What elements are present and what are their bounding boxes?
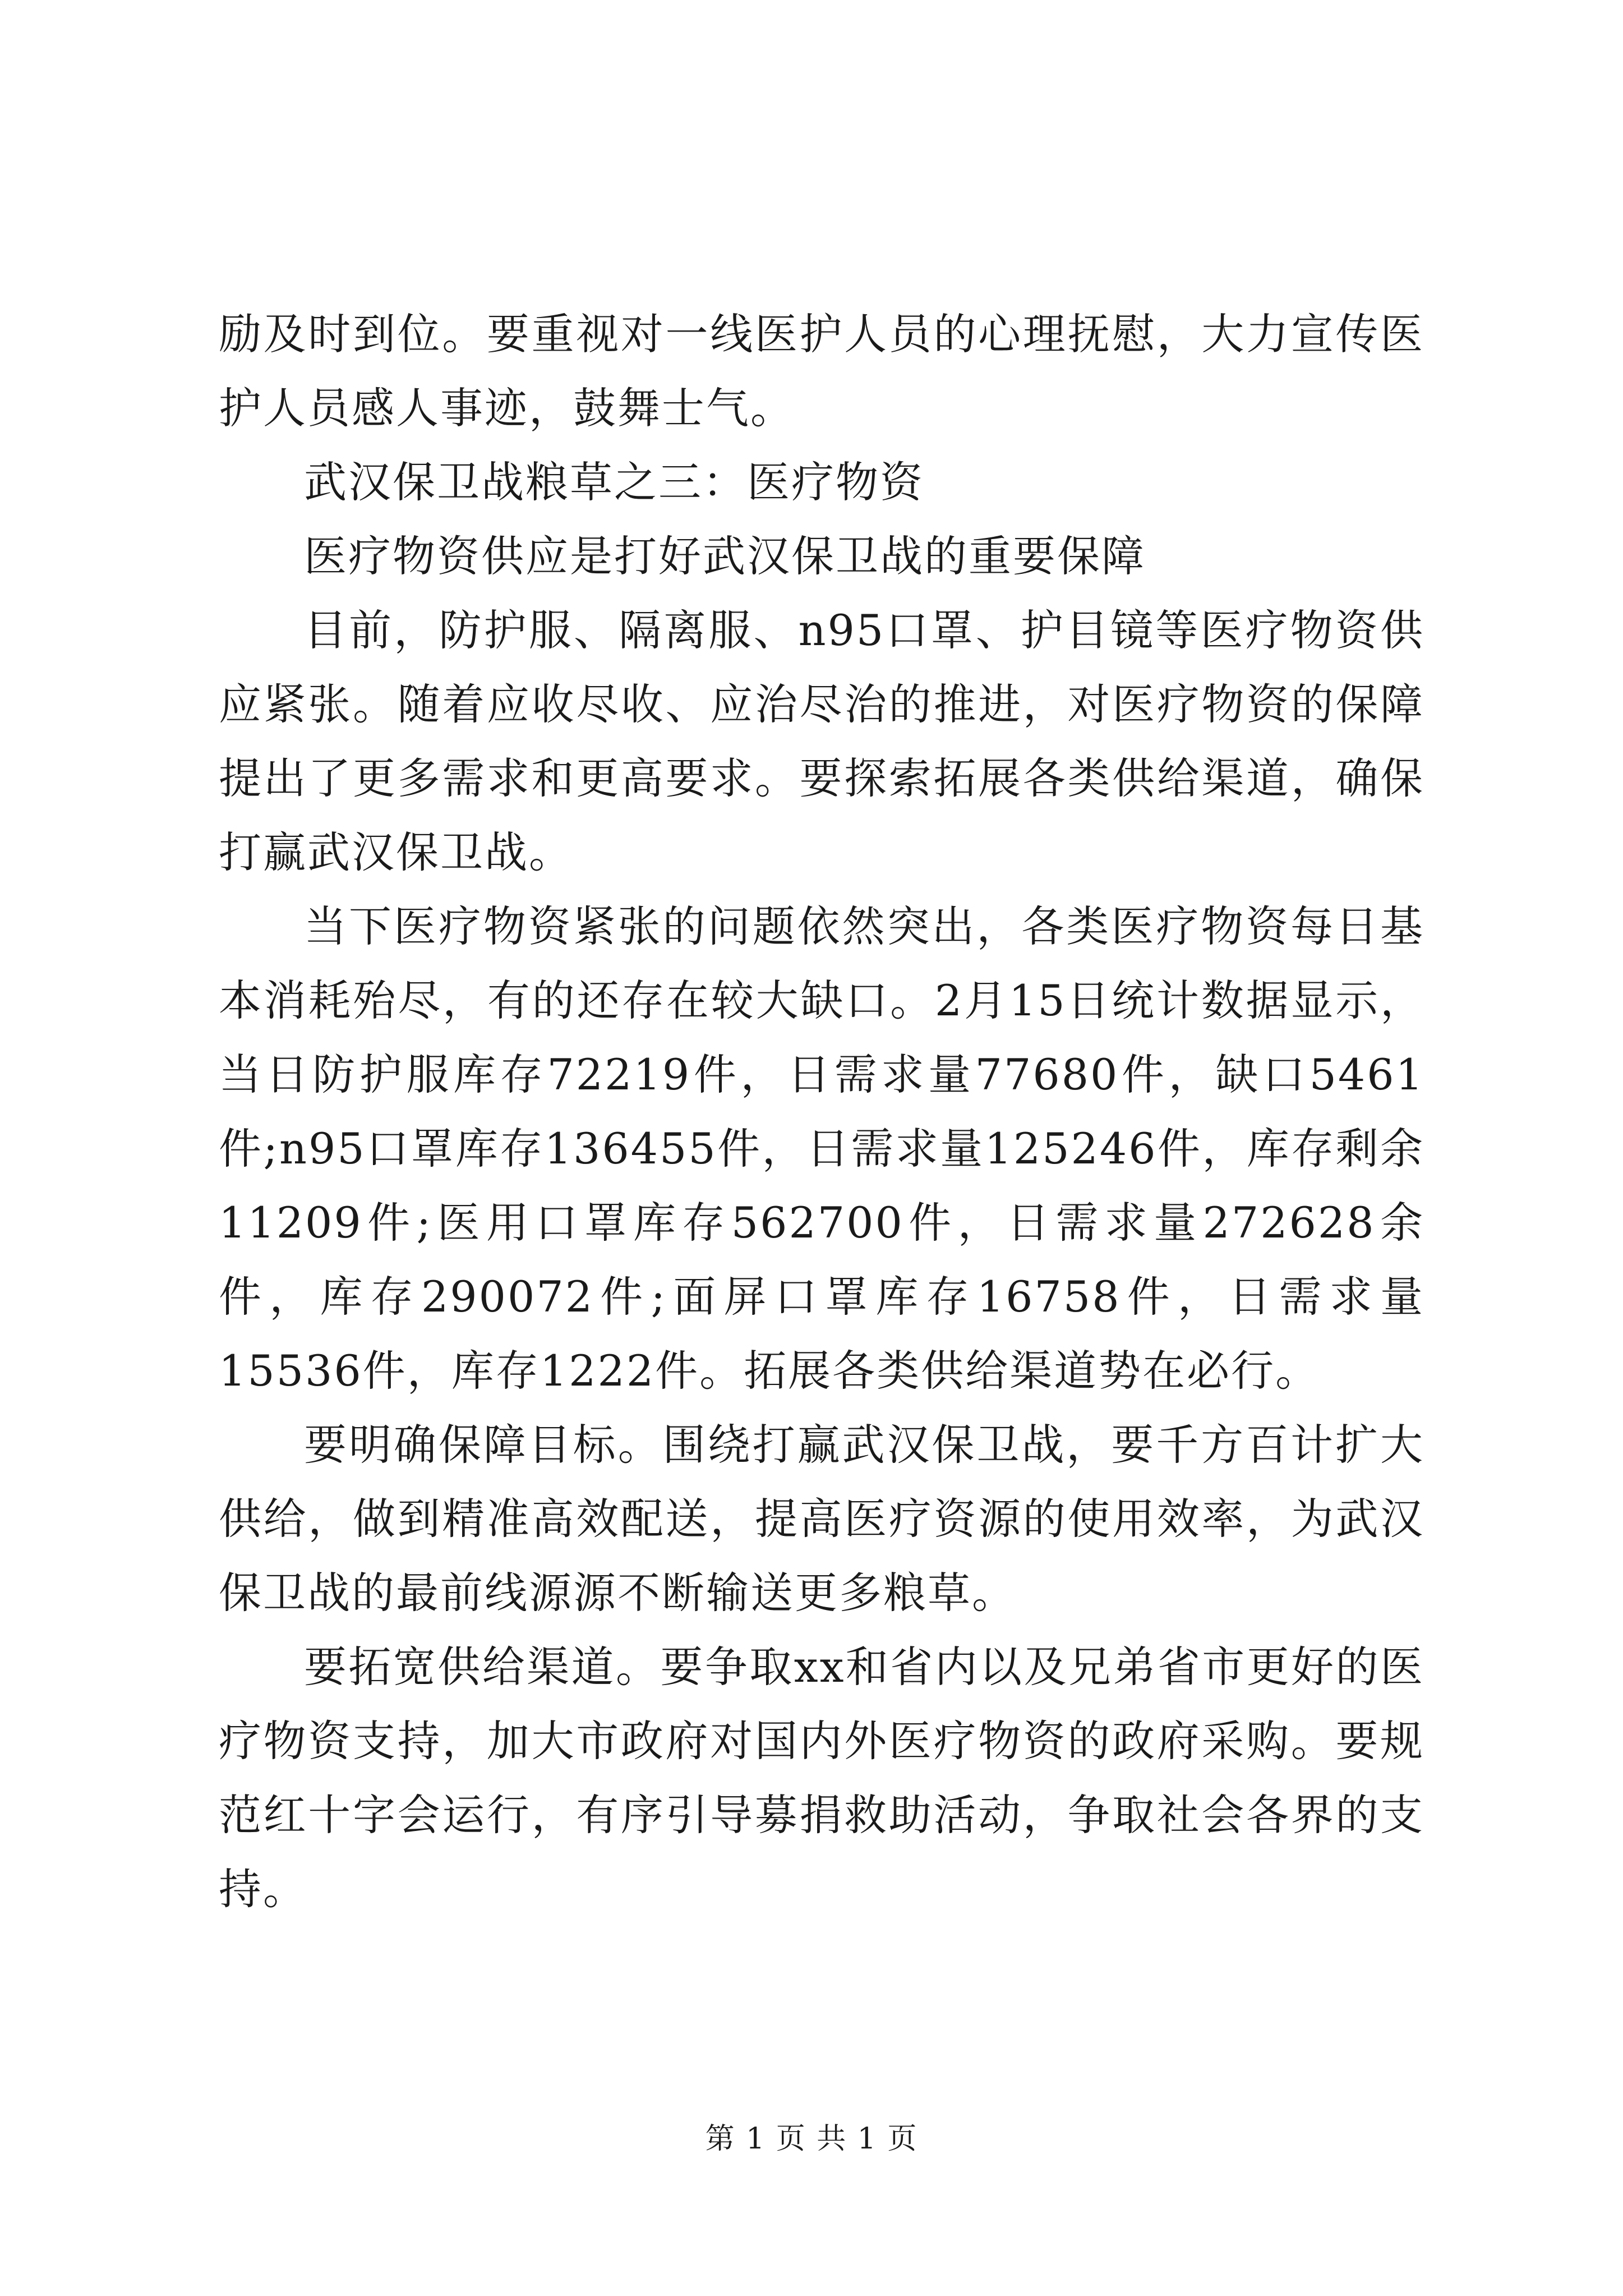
paragraph-intro: 目前，防护服、隔离服、n95口罩、护目镜等医疗物资供应紧张。随着应收尽收、应治尽治的推进，对医疗物资的保障提出了更多需求和更高要求。要探索拓展各类供给渠道，确保打赢武汉保卫战。 (219, 605, 1424, 877)
paragraph-1: 励及时到位。要重视对一线医护人员的心理抚慰，大力宣传医护人员感人事迹，鼓舞士气。 (219, 309, 1424, 433)
section-heading: 武汉保卫战粮草之三：医疗物资 (304, 457, 924, 507)
article-title: 医疗物资供应是打好武汉保卫战的重要保障 (304, 531, 1146, 581)
paragraph-channels: 要拓宽供给渠道。要争取xx和省内以及兄弟省市更好的医疗物资支持，加大市政府对国内外医疗物资的政府采购。要规范红十字会运行，有序引导募捐救助活动，争取社会各界的支持。 (219, 1642, 1424, 1914)
paragraph-statistics: 当下医疗物资紧张的问题依然突出，各类医疗物资每日基本消耗殆尽，有的还存在较大缺口。2月15日统计数据显示，当日防护服库存72219件，日需求量77680件，缺口5461件;n95口罩库存136455件，日需求量125246件，库存剩余11209件;医用口罩库存562700件，日需求量272628余件，库存290072件;面屏口罩库存16758件，日需求量15536件，库存1222件。拓展各类供给渠道势在必行。 (219, 901, 1424, 1396)
document-body (219, 297, 1424, 1926)
page-footer: 第 1 页 共 1 页 (705, 2122, 918, 2156)
paragraph-goals: 要明确保障目标。围绕打赢武汉保卫战，要千方百计扩大供给，做到精准高效配送，提高医疗资源的使用效率，为武汉保卫战的最前线源源不断输送更多粮草。 (219, 1420, 1424, 1618)
